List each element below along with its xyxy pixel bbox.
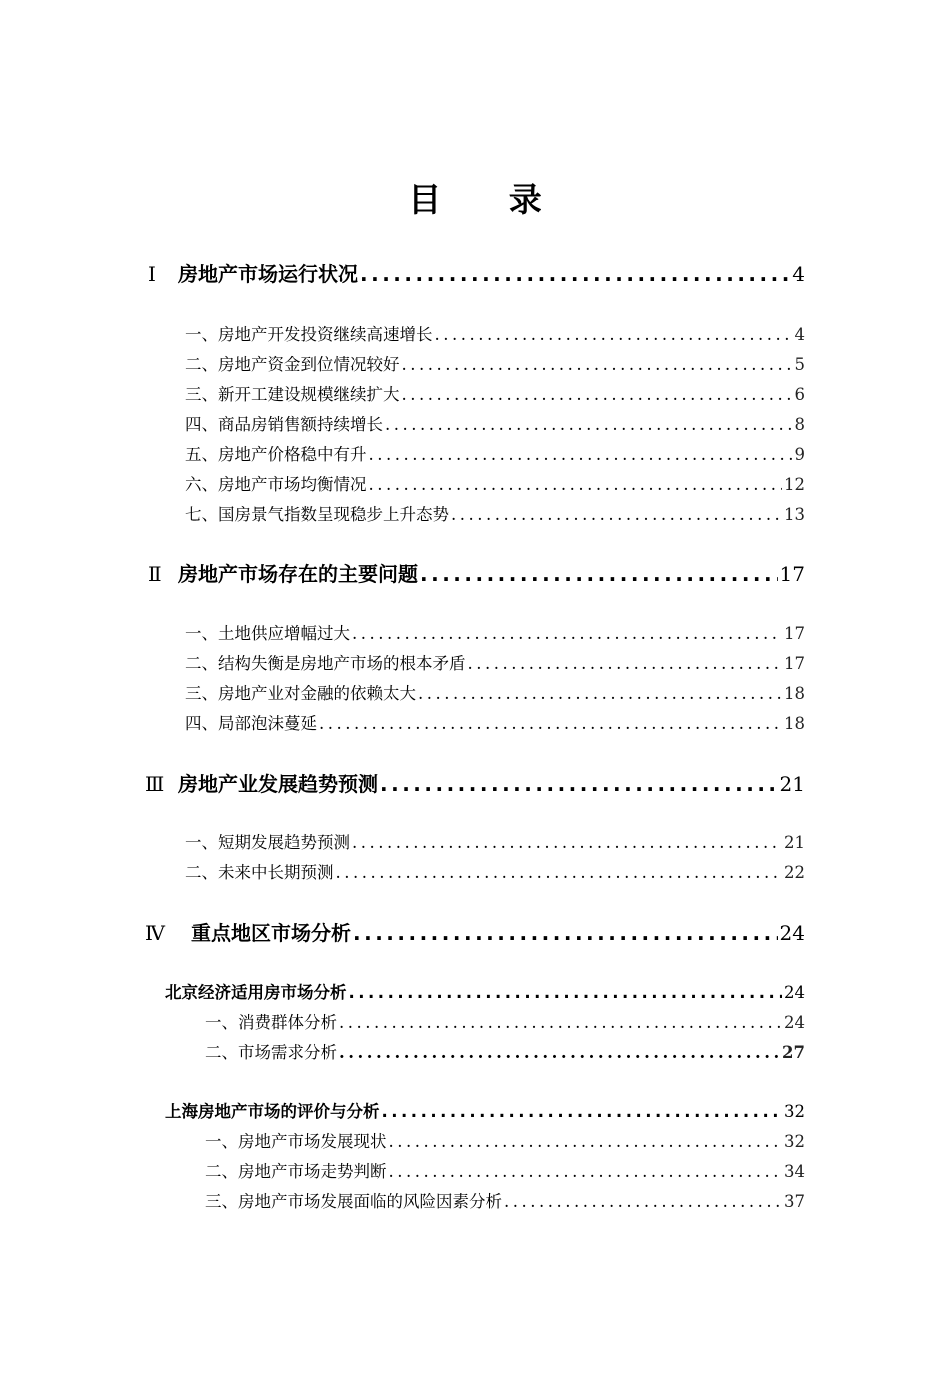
toc-title: 目 录 xyxy=(408,180,570,219)
toc-item[interactable] xyxy=(205,1158,805,1182)
page-number: 18 xyxy=(784,684,805,703)
toc-item[interactable] xyxy=(185,829,805,853)
toc-item[interactable] xyxy=(185,411,805,435)
toc-item[interactable] xyxy=(185,501,805,525)
item-label: 七、国房景气指数呈现稳步上升态势 xyxy=(185,505,449,524)
leader-dots xyxy=(389,1162,783,1181)
leader-dots xyxy=(369,445,793,464)
toc-section-1[interactable] xyxy=(148,258,805,287)
page-number: 22 xyxy=(784,863,805,882)
item-label: 二、结构失衡是房地产市场的根本矛盾 xyxy=(185,654,466,673)
page-number: 32 xyxy=(784,1102,805,1121)
leader-dots xyxy=(468,654,783,673)
toc-item[interactable] xyxy=(185,680,805,704)
section-label: 房地产市场运行状况 xyxy=(178,262,358,286)
leader-dots xyxy=(420,562,778,586)
section-number: Ⅳ xyxy=(145,921,165,945)
toc-section-2[interactable] xyxy=(148,558,805,587)
toc-item[interactable] xyxy=(185,859,805,883)
section-label: 房地产市场存在的主要问题 xyxy=(178,562,418,586)
leader-dots xyxy=(339,1043,780,1062)
leader-dots xyxy=(402,385,793,404)
page-number: 13 xyxy=(784,505,805,524)
leader-dots xyxy=(369,475,783,494)
leader-dots xyxy=(336,863,783,882)
section-number: Ⅲ xyxy=(145,772,165,796)
leader-dots xyxy=(435,325,793,344)
page-number: 24 xyxy=(779,921,805,945)
page-number: 4 xyxy=(792,262,805,286)
toc-item[interactable] xyxy=(185,351,805,375)
toc-item[interactable] xyxy=(205,1009,805,1033)
toc-item[interactable] xyxy=(205,1188,805,1212)
item-label: 三、房地产业对金融的依赖太大 xyxy=(185,684,416,703)
leader-dots xyxy=(382,1102,783,1121)
page-number: 37 xyxy=(784,1192,805,1211)
page-number: 34 xyxy=(784,1162,805,1181)
item-label: 三、房地产市场发展面临的风险因素分析 xyxy=(205,1192,502,1211)
page-number: 17 xyxy=(779,562,805,586)
item-label: 四、局部泡沫蔓延 xyxy=(185,714,317,733)
toc-subsection-shanghai[interactable] xyxy=(165,1098,805,1122)
item-label: 一、短期发展趋势预测 xyxy=(185,833,350,852)
toc-section-3[interactable] xyxy=(145,768,805,797)
leader-dots xyxy=(353,921,778,945)
item-label: 三、新开工建设规模继续扩大 xyxy=(185,385,400,404)
leader-dots xyxy=(352,833,782,852)
item-label: 四、商品房销售额持续增长 xyxy=(185,415,383,434)
leader-dots xyxy=(385,415,793,434)
page-number: 24 xyxy=(784,1013,805,1032)
item-label: 一、消费群体分析 xyxy=(205,1013,337,1032)
toc-item[interactable] xyxy=(185,620,805,644)
toc-item[interactable] xyxy=(185,321,805,345)
item-label: 二、房地产市场走势判断 xyxy=(205,1162,387,1181)
page-number: 17 xyxy=(784,654,805,673)
item-label: 二、未来中长期预测 xyxy=(185,863,334,882)
leader-dots xyxy=(352,624,782,643)
item-label: 六、房地产市场均衡情况 xyxy=(185,475,367,494)
leader-dots xyxy=(451,505,782,524)
leader-dots xyxy=(389,1132,783,1151)
leader-dots xyxy=(504,1192,782,1211)
toc-item[interactable] xyxy=(205,1128,805,1152)
toc-item[interactable] xyxy=(205,1039,805,1063)
section-number: Ⅱ xyxy=(148,562,162,586)
page-number: 21 xyxy=(779,772,805,796)
page-number: 12 xyxy=(784,475,805,494)
page-number: 21 xyxy=(784,833,805,852)
page-number: 17 xyxy=(784,624,805,643)
item-label: 二、市场需求分析 xyxy=(205,1043,337,1062)
page-number: 24 xyxy=(784,983,805,1002)
subsection-label: 北京经济适用房市场分析 xyxy=(165,983,347,1002)
leader-dots xyxy=(380,772,778,796)
item-label: 一、土地供应增幅过大 xyxy=(185,624,350,643)
page-number: 18 xyxy=(784,714,805,733)
toc-item[interactable] xyxy=(185,441,805,465)
section-label: 重点地区市场分析 xyxy=(191,921,351,945)
leader-dots xyxy=(339,1013,782,1032)
toc-section-4[interactable] xyxy=(145,917,805,946)
page-number: 6 xyxy=(794,385,805,404)
leader-dots xyxy=(402,355,793,374)
leader-dots xyxy=(360,262,790,286)
leader-dots xyxy=(349,983,783,1002)
toc-item[interactable] xyxy=(185,650,805,674)
page-number: 8 xyxy=(794,415,805,434)
section-number: Ⅰ xyxy=(148,262,156,286)
leader-dots xyxy=(319,714,782,733)
item-label: 二、房地产资金到位情况较好 xyxy=(185,355,400,374)
subsection-label: 上海房地产市场的评价与分析 xyxy=(165,1102,380,1121)
page-number: 9 xyxy=(794,445,805,464)
leader-dots xyxy=(418,684,782,703)
toc-item[interactable] xyxy=(185,471,805,495)
item-label: 一、房地产市场发展现状 xyxy=(205,1132,387,1151)
toc-item[interactable] xyxy=(185,710,805,734)
item-label: 一、房地产开发投资继续高速增长 xyxy=(185,325,433,344)
page-number: 4 xyxy=(794,325,805,344)
page-number: 27 xyxy=(782,1043,805,1062)
toc-subsection-beijing[interactable] xyxy=(165,979,805,1003)
page-number: 5 xyxy=(794,355,805,374)
page-number: 32 xyxy=(784,1132,805,1151)
item-label: 五、房地产价格稳中有升 xyxy=(185,445,367,464)
section-label: 房地产业发展趋势预测 xyxy=(178,772,378,796)
toc-item[interactable] xyxy=(185,381,805,405)
